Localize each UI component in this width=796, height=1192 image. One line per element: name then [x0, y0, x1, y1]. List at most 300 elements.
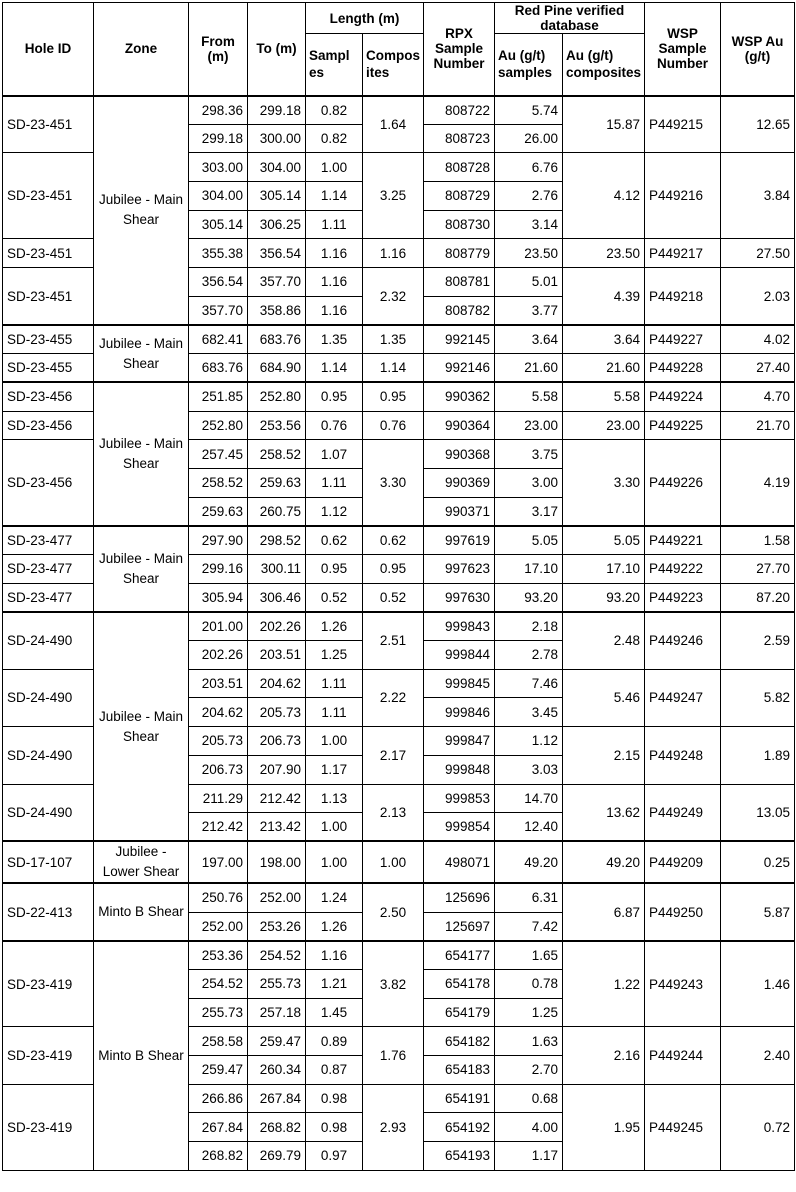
- table-row: [3, 382, 795, 411]
- from-cell: 212.42: [189, 813, 248, 842]
- from-cell: 202.26: [189, 641, 248, 670]
- composite-length-cell: 0.76: [363, 411, 424, 440]
- sample-length-cell: 1.26: [306, 612, 363, 641]
- wsp-au-cell: 1.46: [721, 941, 795, 1027]
- to-cell: 300.00: [248, 124, 306, 153]
- rpx-sample-number-cell: 992145: [424, 325, 495, 354]
- header-from: From (m): [189, 3, 248, 96]
- rpx-sample-number-cell: 808730: [424, 210, 495, 239]
- wsp-sample-number-cell: P449216: [645, 153, 721, 239]
- au-sample-cell: 2.78: [495, 641, 563, 670]
- sample-length-cell: 1.13: [306, 784, 363, 813]
- rpx-sample-number-cell: 808728: [424, 153, 495, 182]
- wsp-au-cell: 4.70: [721, 382, 795, 411]
- wsp-sample-number-cell: P449247: [645, 669, 721, 726]
- au-sample-cell: 21.60: [495, 354, 563, 383]
- wsp-au-cell: 4.19: [721, 440, 795, 526]
- rpx-sample-number-cell: 125696: [424, 883, 495, 912]
- au-sample-cell: 5.58: [495, 382, 563, 411]
- from-cell: 250.76: [189, 883, 248, 912]
- from-cell: 303.00: [189, 153, 248, 182]
- au-sample-cell: 3.75: [495, 440, 563, 469]
- au-sample-cell: 5.05: [495, 526, 563, 555]
- au-sample-cell: 1.65: [495, 941, 563, 970]
- rpx-sample-number-cell: 999844: [424, 641, 495, 670]
- sample-length-cell: 1.35: [306, 325, 363, 354]
- hole-id-cell: SD-24-490: [3, 784, 94, 841]
- au-sample-cell: 14.70: [495, 784, 563, 813]
- to-cell: 206.73: [248, 727, 306, 756]
- rpx-sample-number-cell: 808779: [424, 239, 495, 268]
- composite-length-cell: 2.32: [363, 268, 424, 325]
- sample-length-cell: 1.11: [306, 210, 363, 239]
- au-sample-cell: 5.74: [495, 96, 563, 125]
- rpx-sample-number-cell: 498071: [424, 841, 495, 883]
- au-sample-cell: 2.76: [495, 182, 563, 211]
- from-cell: 211.29: [189, 784, 248, 813]
- sample-length-cell: 1.16: [306, 239, 363, 268]
- to-cell: 258.52: [248, 440, 306, 469]
- composite-length-cell: 2.50: [363, 883, 424, 940]
- sample-length-cell: 1.26: [306, 912, 363, 941]
- rpx-sample-number-cell: 999843: [424, 612, 495, 641]
- composite-length-cell: 3.82: [363, 941, 424, 1027]
- wsp-sample-number-cell: P449224: [645, 382, 721, 411]
- from-cell: 255.73: [189, 998, 248, 1027]
- hole-group: [3, 325, 795, 382]
- au-composite-cell: 3.64: [563, 325, 645, 354]
- to-cell: 212.42: [248, 784, 306, 813]
- to-cell: 683.76: [248, 325, 306, 354]
- composite-length-cell: 0.52: [363, 583, 424, 612]
- sample-length-cell: 1.16: [306, 268, 363, 297]
- from-cell: 253.36: [189, 941, 248, 970]
- wsp-sample-number-cell: P449222: [645, 555, 721, 584]
- au-sample-cell: 17.10: [495, 555, 563, 584]
- rpx-sample-number-cell: 997619: [424, 526, 495, 555]
- header-zone: Zone: [94, 3, 189, 96]
- composite-length-cell: 3.25: [363, 153, 424, 239]
- wsp-sample-number-cell: P449243: [645, 941, 721, 1027]
- au-composite-cell: 3.30: [563, 440, 645, 526]
- wsp-au-cell: 5.87: [721, 883, 795, 940]
- from-cell: 305.94: [189, 583, 248, 612]
- au-sample-cell: 3.14: [495, 210, 563, 239]
- from-cell: 254.52: [189, 969, 248, 998]
- composite-length-cell: 2.13: [363, 784, 424, 841]
- from-cell: 298.36: [189, 96, 248, 125]
- wsp-sample-number-cell: P449245: [645, 1084, 721, 1170]
- to-cell: 205.73: [248, 698, 306, 727]
- to-cell: 267.84: [248, 1084, 306, 1113]
- header-length-samples: Sampl es: [306, 34, 363, 96]
- to-cell: 259.47: [248, 1027, 306, 1056]
- to-cell: 253.26: [248, 912, 306, 941]
- to-cell: 306.46: [248, 583, 306, 612]
- from-cell: 201.00: [189, 612, 248, 641]
- zone-cell: Jubilee - Main Shear: [94, 96, 189, 326]
- sample-length-cell: 0.52: [306, 583, 363, 612]
- au-sample-cell: 3.00: [495, 468, 563, 497]
- hole-id-cell: SD-17-107: [3, 841, 94, 883]
- from-cell: 355.38: [189, 239, 248, 268]
- hole-id-cell: SD-23-455: [3, 325, 94, 354]
- rpx-sample-number-cell: 654179: [424, 998, 495, 1027]
- wsp-au-cell: 27.40: [721, 354, 795, 383]
- sample-length-cell: 1.14: [306, 182, 363, 211]
- to-cell: 257.18: [248, 998, 306, 1027]
- to-cell: 260.75: [248, 497, 306, 526]
- header-au-samples: Au (g/t) samples: [495, 34, 563, 96]
- au-sample-cell: 93.20: [495, 583, 563, 612]
- au-composite-cell: 2.48: [563, 612, 645, 669]
- rpx-sample-number-cell: 654192: [424, 1113, 495, 1142]
- to-cell: 203.51: [248, 641, 306, 670]
- sample-length-cell: 1.21: [306, 969, 363, 998]
- to-cell: 356.54: [248, 239, 306, 268]
- to-cell: 684.90: [248, 354, 306, 383]
- hole-id-cell: SD-24-490: [3, 612, 94, 669]
- rpx-sample-number-cell: 808781: [424, 268, 495, 297]
- wsp-au-cell: 13.05: [721, 784, 795, 841]
- sample-length-cell: 0.82: [306, 96, 363, 125]
- au-composite-cell: 93.20: [563, 583, 645, 612]
- rpx-sample-number-cell: 808723: [424, 124, 495, 153]
- hole-id-cell: SD-23-477: [3, 526, 94, 555]
- au-sample-cell: 3.45: [495, 698, 563, 727]
- header-length: Length (m): [306, 3, 424, 34]
- au-sample-cell: 3.17: [495, 497, 563, 526]
- from-cell: 251.85: [189, 382, 248, 411]
- sample-length-cell: 1.00: [306, 841, 363, 883]
- table-row: [3, 941, 795, 970]
- sample-length-cell: 1.16: [306, 296, 363, 325]
- au-composite-cell: 2.16: [563, 1027, 645, 1084]
- header-hole-id: Hole ID: [3, 3, 94, 96]
- from-cell: 299.16: [189, 555, 248, 584]
- au-sample-cell: 26.00: [495, 124, 563, 153]
- from-cell: 257.45: [189, 440, 248, 469]
- au-sample-cell: 3.77: [495, 296, 563, 325]
- wsp-sample-number-cell: P449246: [645, 612, 721, 669]
- header-length-composites: Compos ites: [363, 34, 424, 96]
- from-cell: 299.18: [189, 124, 248, 153]
- from-cell: 252.00: [189, 912, 248, 941]
- assay-table: [2, 2, 795, 1171]
- au-sample-cell: 6.76: [495, 153, 563, 182]
- sample-length-cell: 1.11: [306, 468, 363, 497]
- to-cell: 299.18: [248, 96, 306, 125]
- au-composite-cell: 15.87: [563, 96, 645, 153]
- to-cell: 269.79: [248, 1142, 306, 1171]
- sample-length-cell: 0.98: [306, 1113, 363, 1142]
- au-composite-cell: 1.95: [563, 1084, 645, 1170]
- composite-length-cell: 2.51: [363, 612, 424, 669]
- au-sample-cell: 2.18: [495, 612, 563, 641]
- wsp-au-cell: 3.84: [721, 153, 795, 239]
- rpx-sample-number-cell: 808722: [424, 96, 495, 125]
- to-cell: 358.86: [248, 296, 306, 325]
- zone-cell: Jubilee - Main Shear: [94, 325, 189, 382]
- au-sample-cell: 1.25: [495, 998, 563, 1027]
- au-composite-cell: 5.46: [563, 669, 645, 726]
- wsp-au-cell: 5.82: [721, 669, 795, 726]
- from-cell: 252.80: [189, 411, 248, 440]
- to-cell: 198.00: [248, 841, 306, 883]
- sample-length-cell: 1.00: [306, 813, 363, 842]
- au-composite-cell: 5.58: [563, 382, 645, 411]
- table-header: [3, 3, 795, 96]
- rpx-sample-number-cell: 990369: [424, 468, 495, 497]
- wsp-au-cell: 2.59: [721, 612, 795, 669]
- to-cell: 252.80: [248, 382, 306, 411]
- from-cell: 259.63: [189, 497, 248, 526]
- au-sample-cell: 1.63: [495, 1027, 563, 1056]
- to-cell: 298.52: [248, 526, 306, 555]
- hole-group: [3, 841, 795, 883]
- au-composite-cell: 1.22: [563, 941, 645, 1027]
- au-sample-cell: 0.78: [495, 969, 563, 998]
- wsp-au-cell: 1.89: [721, 727, 795, 784]
- zone-cell: Minto B Shear: [94, 941, 189, 1171]
- rpx-sample-number-cell: 997623: [424, 555, 495, 584]
- composite-length-cell: 1.14: [363, 354, 424, 383]
- to-cell: 213.42: [248, 813, 306, 842]
- composite-length-cell: 1.35: [363, 325, 424, 354]
- composite-length-cell: 2.22: [363, 669, 424, 726]
- from-cell: 682.41: [189, 325, 248, 354]
- rpx-sample-number-cell: 654183: [424, 1056, 495, 1085]
- wsp-au-cell: 2.03: [721, 268, 795, 325]
- rpx-sample-number-cell: 654178: [424, 969, 495, 998]
- from-cell: 258.58: [189, 1027, 248, 1056]
- hole-id-cell: SD-23-456: [3, 440, 94, 526]
- composite-length-cell: 0.62: [363, 526, 424, 555]
- sample-length-cell: 1.17: [306, 755, 363, 784]
- au-composite-cell: 2.15: [563, 727, 645, 784]
- wsp-sample-number-cell: P449209: [645, 841, 721, 883]
- hole-id-cell: SD-23-477: [3, 583, 94, 612]
- au-composite-cell: 21.60: [563, 354, 645, 383]
- from-cell: 206.73: [189, 755, 248, 784]
- composite-length-cell: 3.30: [363, 440, 424, 526]
- header-wsp-au: WSP Au (g/t): [721, 3, 795, 96]
- wsp-sample-number-cell: P449225: [645, 411, 721, 440]
- to-cell: 304.00: [248, 153, 306, 182]
- composite-length-cell: 1.76: [363, 1027, 424, 1084]
- sample-length-cell: 1.12: [306, 497, 363, 526]
- to-cell: 252.00: [248, 883, 306, 912]
- from-cell: 297.90: [189, 526, 248, 555]
- table-row: [3, 526, 795, 555]
- table-row: [3, 612, 795, 641]
- from-cell: 204.62: [189, 698, 248, 727]
- au-composite-cell: 13.62: [563, 784, 645, 841]
- wsp-sample-number-cell: P449215: [645, 96, 721, 153]
- to-cell: 357.70: [248, 268, 306, 297]
- sample-length-cell: 0.97: [306, 1142, 363, 1171]
- rpx-sample-number-cell: 808782: [424, 296, 495, 325]
- sample-length-cell: 1.24: [306, 883, 363, 912]
- sample-length-cell: 0.76: [306, 411, 363, 440]
- rpx-sample-number-cell: 654177: [424, 941, 495, 970]
- hole-id-cell: SD-23-477: [3, 555, 94, 584]
- sample-length-cell: 1.25: [306, 641, 363, 670]
- to-cell: 260.34: [248, 1056, 306, 1085]
- composite-length-cell: 2.17: [363, 727, 424, 784]
- table-row: [3, 883, 795, 912]
- rpx-sample-number-cell: 999847: [424, 727, 495, 756]
- to-cell: 254.52: [248, 941, 306, 970]
- rpx-sample-number-cell: 125697: [424, 912, 495, 941]
- wsp-au-cell: 27.50: [721, 239, 795, 268]
- from-cell: 267.84: [189, 1113, 248, 1142]
- composite-length-cell: 0.95: [363, 555, 424, 584]
- hole-id-cell: SD-24-490: [3, 669, 94, 726]
- zone-cell: Minto B Shear: [94, 883, 189, 940]
- composite-length-cell: 0.95: [363, 382, 424, 411]
- hole-id-cell: SD-23-456: [3, 382, 94, 411]
- hole-id-cell: SD-23-419: [3, 1084, 94, 1170]
- au-composite-cell: 5.05: [563, 526, 645, 555]
- zone-cell: Jubilee - Main Shear: [94, 382, 189, 525]
- wsp-sample-number-cell: P449221: [645, 526, 721, 555]
- hole-id-cell: SD-22-413: [3, 883, 94, 940]
- wsp-au-cell: 87.20: [721, 583, 795, 612]
- sample-length-cell: 1.45: [306, 998, 363, 1027]
- au-sample-cell: 23.00: [495, 411, 563, 440]
- rpx-sample-number-cell: 654193: [424, 1142, 495, 1171]
- wsp-sample-number-cell: P449249: [645, 784, 721, 841]
- rpx-sample-number-cell: 999853: [424, 784, 495, 813]
- wsp-au-cell: 0.72: [721, 1084, 795, 1170]
- from-cell: 305.14: [189, 210, 248, 239]
- hole-group: [3, 612, 795, 842]
- to-cell: 253.56: [248, 411, 306, 440]
- rpx-sample-number-cell: 999848: [424, 755, 495, 784]
- composite-length-cell: 2.93: [363, 1084, 424, 1170]
- wsp-sample-number-cell: P449250: [645, 883, 721, 940]
- header-au-composites: Au (g/t) composites: [563, 34, 645, 96]
- au-sample-cell: 23.50: [495, 239, 563, 268]
- sample-length-cell: 1.11: [306, 669, 363, 698]
- wsp-sample-number-cell: P449223: [645, 583, 721, 612]
- au-sample-cell: 2.70: [495, 1056, 563, 1085]
- composite-length-cell: 1.00: [363, 841, 424, 883]
- wsp-sample-number-cell: P449217: [645, 239, 721, 268]
- hole-group: [3, 382, 795, 525]
- au-composite-cell: 4.12: [563, 153, 645, 239]
- from-cell: 259.47: [189, 1056, 248, 1085]
- composite-length-cell: 1.16: [363, 239, 424, 268]
- au-composite-cell: 4.39: [563, 268, 645, 325]
- table-row: [3, 96, 795, 125]
- wsp-sample-number-cell: P449218: [645, 268, 721, 325]
- au-sample-cell: 6.31: [495, 883, 563, 912]
- sample-length-cell: 0.89: [306, 1027, 363, 1056]
- sample-length-cell: 1.14: [306, 354, 363, 383]
- hole-id-cell: SD-23-451: [3, 153, 94, 239]
- au-sample-cell: 4.00: [495, 1113, 563, 1142]
- zone-cell: Jubilee - Main Shear: [94, 612, 189, 842]
- header-red-pine-verified-database: Red Pine verified database: [495, 3, 645, 34]
- rpx-sample-number-cell: 990364: [424, 411, 495, 440]
- to-cell: 306.25: [248, 210, 306, 239]
- from-cell: 197.00: [189, 841, 248, 883]
- au-sample-cell: 0.68: [495, 1084, 563, 1113]
- wsp-sample-number-cell: P449244: [645, 1027, 721, 1084]
- hole-id-cell: SD-23-451: [3, 96, 94, 153]
- hole-group: [3, 883, 795, 940]
- from-cell: 304.00: [189, 182, 248, 211]
- hole-id-cell: SD-23-456: [3, 411, 94, 440]
- from-cell: 203.51: [189, 669, 248, 698]
- rpx-sample-number-cell: 999854: [424, 813, 495, 842]
- sample-length-cell: 0.98: [306, 1084, 363, 1113]
- sample-length-cell: 0.62: [306, 526, 363, 555]
- hole-id-cell: SD-23-451: [3, 239, 94, 268]
- to-cell: 255.73: [248, 969, 306, 998]
- to-cell: 305.14: [248, 182, 306, 211]
- au-composite-cell: 17.10: [563, 555, 645, 584]
- rpx-sample-number-cell: 654182: [424, 1027, 495, 1056]
- sample-length-cell: 1.07: [306, 440, 363, 469]
- wsp-au-cell: 0.25: [721, 841, 795, 883]
- from-cell: 357.70: [189, 296, 248, 325]
- header-rpx-sample-number: RPX Sample Number: [424, 3, 495, 96]
- wsp-au-cell: 27.70: [721, 555, 795, 584]
- au-sample-cell: 3.03: [495, 755, 563, 784]
- from-cell: 258.52: [189, 468, 248, 497]
- composite-length-cell: 1.64: [363, 96, 424, 153]
- rpx-sample-number-cell: 808729: [424, 182, 495, 211]
- rpx-sample-number-cell: 999845: [424, 669, 495, 698]
- au-sample-cell: 5.01: [495, 268, 563, 297]
- zone-cell: Jubilee - Lower Shear: [94, 841, 189, 883]
- zone-cell: Jubilee - Main Shear: [94, 526, 189, 612]
- to-cell: 259.63: [248, 468, 306, 497]
- to-cell: 202.26: [248, 612, 306, 641]
- header-wsp-sample-number: WSP Sample Number: [645, 3, 721, 96]
- from-cell: 268.82: [189, 1142, 248, 1171]
- sample-length-cell: 0.95: [306, 555, 363, 584]
- hole-id-cell: SD-24-490: [3, 727, 94, 784]
- sample-length-cell: 0.82: [306, 124, 363, 153]
- wsp-sample-number-cell: P449226: [645, 440, 721, 526]
- sample-length-cell: 1.00: [306, 727, 363, 756]
- from-cell: 683.76: [189, 354, 248, 383]
- hole-group: [3, 526, 795, 612]
- au-sample-cell: 3.64: [495, 325, 563, 354]
- hole-id-cell: SD-23-419: [3, 941, 94, 1027]
- sample-length-cell: 1.00: [306, 153, 363, 182]
- from-cell: 205.73: [189, 727, 248, 756]
- table-row: [3, 325, 795, 354]
- header-to: To (m): [248, 3, 306, 96]
- hole-group: [3, 96, 795, 326]
- wsp-sample-number-cell: P449228: [645, 354, 721, 383]
- au-sample-cell: 1.17: [495, 1142, 563, 1171]
- to-cell: 268.82: [248, 1113, 306, 1142]
- au-sample-cell: 1.12: [495, 727, 563, 756]
- wsp-au-cell: 21.70: [721, 411, 795, 440]
- to-cell: 300.11: [248, 555, 306, 584]
- rpx-sample-number-cell: 654191: [424, 1084, 495, 1113]
- au-sample-cell: 12.40: [495, 813, 563, 842]
- au-sample-cell: 49.20: [495, 841, 563, 883]
- sample-length-cell: 0.95: [306, 382, 363, 411]
- au-composite-cell: 23.00: [563, 411, 645, 440]
